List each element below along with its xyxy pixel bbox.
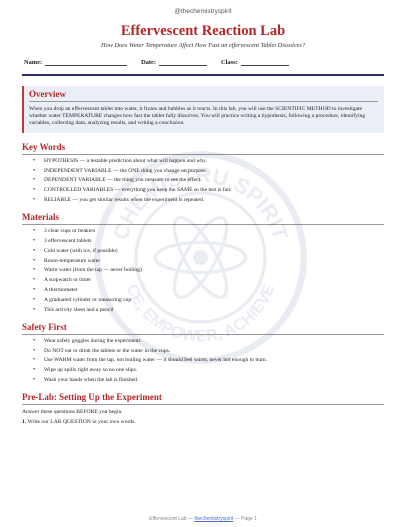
footer-suffix: — Page 1 xyxy=(234,516,257,522)
list-item: • Wipe up spills right away so no one slips. xyxy=(44,367,384,373)
svg-text:CHEMISTRU SPIRIT: CHEMISTRU SPIRIT xyxy=(108,163,293,243)
list-item: • A thermometer xyxy=(44,287,384,293)
name-blank[interactable] xyxy=(45,59,127,66)
prelab-heading: Pre-Lab: Setting Up the Experiment xyxy=(22,392,384,405)
date-blank[interactable] xyxy=(159,59,207,66)
list-item: • Use WARM water from the tap, not boiling water — it should feel warm, never hot enough to burn. xyxy=(44,357,384,363)
footer-link[interactable]: thechemistryspirit xyxy=(194,516,234,522)
date-field[interactable] xyxy=(141,59,207,66)
class-blank[interactable] xyxy=(241,59,289,66)
list-item: • CONTROLLED VARIABLES — everything you keep the SAME so the test is fair. xyxy=(44,187,384,193)
name-label: Name: xyxy=(24,59,43,66)
header-divider xyxy=(22,74,384,76)
svg-text:CE, EMPOWER, ACHIEVE: CE, EMPOWER, ACHIEVE xyxy=(122,281,279,346)
list-item: • Do NOT eat or drink the tablets or the water in the cups. xyxy=(44,348,384,354)
class-field[interactable] xyxy=(221,59,289,66)
safety-list xyxy=(22,338,384,383)
list-item: • Wash your hands when the lab is finished. xyxy=(44,377,384,383)
date-label: Date: xyxy=(141,59,157,66)
author-handle: @thechemistryspirit xyxy=(174,8,232,15)
question-text: Write our LAB QUESTION in your own words. xyxy=(27,419,136,426)
list-item: • This activity sheet and a pencil xyxy=(44,307,384,313)
list-item: • Warm water (from the tap — never boiling) xyxy=(44,267,384,273)
key-words-heading: Key Words xyxy=(22,142,384,155)
materials-list xyxy=(22,228,384,313)
list-item: • HYPOTHESIS — a testable prediction about what will happen and why. xyxy=(44,158,384,164)
footer-prefix: Effervescent Lab — xyxy=(149,516,193,522)
overview-heading: Overview xyxy=(29,89,378,102)
list-item: • Wear safety goggles during the experiment. xyxy=(44,338,384,344)
prelab-question-1 xyxy=(22,419,384,425)
overview-section xyxy=(22,86,384,133)
list-item: • RELIABLE — you get similar results when the experiment is repeated. xyxy=(44,197,384,203)
page-title: Effervescent Reaction Lab xyxy=(120,23,286,39)
safety-heading: Safety First xyxy=(22,322,384,335)
page-footer xyxy=(0,516,406,522)
class-label: Class: xyxy=(221,59,238,66)
list-item: • Cold water (with ice, if possible) xyxy=(44,248,384,254)
list-item: • INDEPENDENT VARIABLE — the ONE thing you change on purpose. xyxy=(44,168,384,174)
page-subtitle: How Does Water Temperature Affect How Fast an effervescent Tablet Dissolves? xyxy=(101,42,305,49)
list-item: • A stopwatch or timer xyxy=(44,277,384,283)
list-item: • 3 effervescent tablets xyxy=(44,238,384,244)
list-item: • A graduated cylinder or measuring cup xyxy=(44,297,384,303)
question-number: 1. xyxy=(22,419,27,426)
list-item: • Room-temperature water xyxy=(44,258,384,264)
student-info-fields xyxy=(22,59,384,66)
name-field[interactable] xyxy=(24,59,127,66)
list-item: • 3 clear cups or beakers xyxy=(44,228,384,234)
overview-text: When you drop an effervescent tablet into water, it fizzes and bubbles as it reacts. In this lab, you will use the SCIENTIFIC METHOD to investigate whether water TEMPERATURE changes how fast the tablet fully dissolves. You will practice writing a hypothesis, following a procedure, identifying variables, collecting data, analyzing results, and writing a conclusion. xyxy=(29,105,366,126)
list-item: • DEPENDENT VARIABLE — the thing you measure to see the effect. xyxy=(44,177,384,183)
prelab-intro: Answer these questions BEFORE you begin. xyxy=(22,409,123,416)
key-words-list xyxy=(22,158,384,203)
materials-heading: Materials xyxy=(22,212,384,225)
